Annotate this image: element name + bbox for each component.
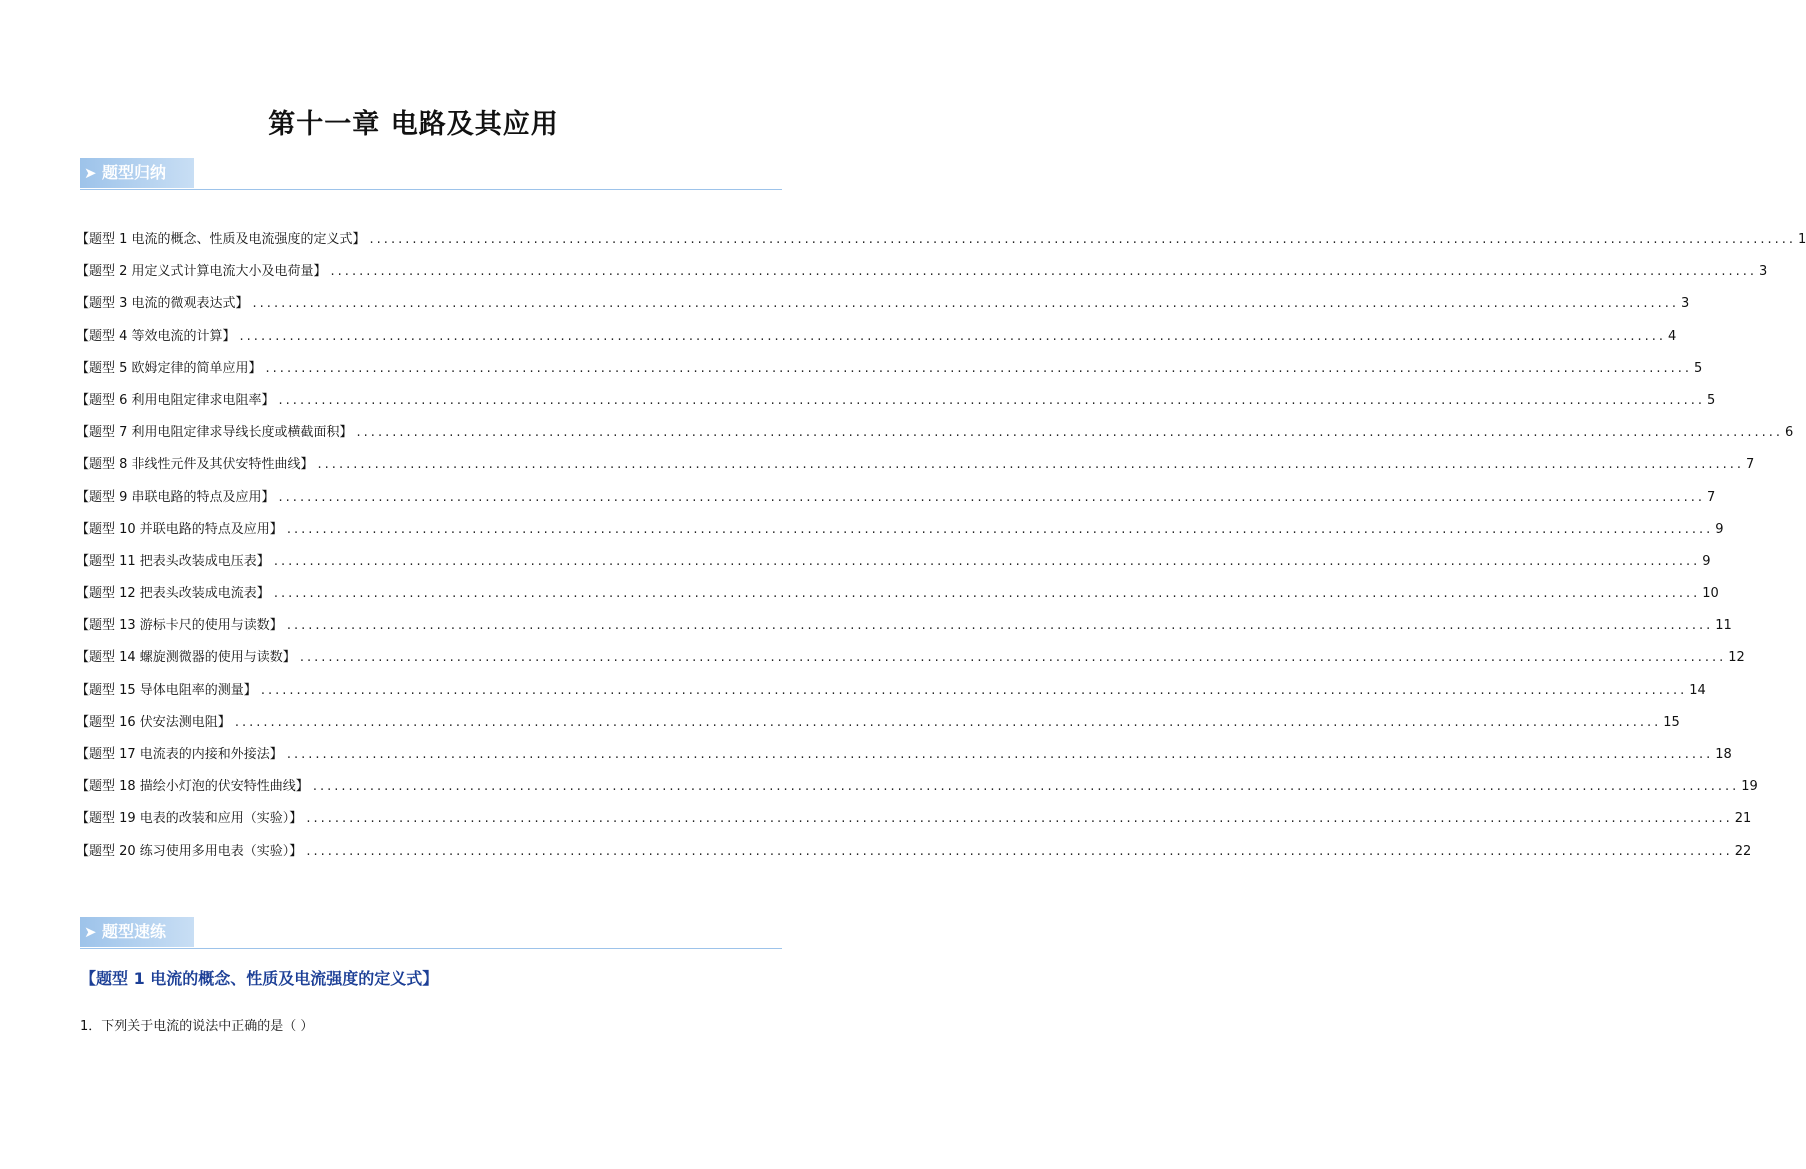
question-text: 1．下列关于电流的说法中正确的是（ ）: [80, 1019, 314, 1034]
section-divider: [80, 948, 782, 949]
toc-entry-label: 【题型 3 电流的微观表达式】: [76, 296, 249, 312]
toc-page-number: 3: [1681, 296, 1690, 312]
toc-entry-label: 【题型 15 导体电阻率的测量】: [76, 682, 257, 698]
toc-leader-dots: ........................................................................................................................................................................................................: [356, 425, 1784, 441]
toc-leader-dots: ........................................................................................................................................................................................................: [273, 553, 1701, 569]
toc-entry-label: 【题型 13 游标卡尺的使用与读数】: [76, 618, 283, 634]
toc-leader-dots: ........................................................................................................................................................................................................: [278, 392, 1706, 408]
toc-entry[interactable]: [76, 486, 1716, 518]
toc-page-number: 19: [1741, 779, 1758, 795]
toc-entry[interactable]: [76, 228, 1806, 260]
toc-entry-label: 【题型 5 欧姆定律的简单应用】: [76, 360, 262, 376]
section-label: 题型速练: [102, 922, 167, 941]
toc-entry-label: 【题型 1 电流的概念、性质及电流强度的定义式】: [76, 232, 366, 247]
toc-entry[interactable]: [76, 325, 1677, 357]
toc-entry-label: 【题型 7 利用电阻定律求导线长度或横截面积】: [76, 425, 353, 441]
toc-entry[interactable]: [76, 389, 1716, 421]
toc-leader-dots: ........................................................................................................................................................................................................: [278, 489, 1706, 505]
toc-leader-dots: ........................................................................................................................................................................................................: [265, 360, 1693, 376]
toc-entry-label: 【题型 20 练习使用多用电表（实验）】: [76, 843, 303, 859]
toc-entry-label: 【题型 17 电流表的内接和外接法】: [76, 747, 283, 762]
toc-entry[interactable]: [76, 646, 1745, 678]
toc-page-number: 22: [1734, 843, 1752, 859]
toc-entry[interactable]: [76, 840, 1752, 872]
toc-leader-dots: ........................................................................................................................................................................................................: [306, 811, 1733, 827]
toc-leader-dots: ........................................................................................................................................................................................................: [252, 296, 1680, 312]
question-type-heading: 【题型 1 电流的概念、性质及电流强度的定义式】: [80, 969, 439, 988]
toc-entry[interactable]: [76, 292, 1690, 324]
toc-leader-dots: ........................................................................................................................................................................................................: [317, 457, 1745, 473]
toc-page-number: 10: [1702, 586, 1719, 602]
toc-entry-label: 【题型 10 并联电路的特点及应用】: [76, 521, 283, 537]
toc-leader-dots: ........................................................................................................................................................................................................: [330, 264, 1758, 280]
toc-entry[interactable]: [76, 614, 1732, 646]
toc-page-number: 14: [1689, 682, 1706, 698]
chapter-title: 第十一章 电路及其应用: [268, 109, 559, 140]
toc-entry[interactable]: [76, 775, 1758, 807]
table-of-contents: [76, 228, 1806, 872]
toc-page-number: 7: [1707, 489, 1716, 505]
toc-leader-dots: ........................................................................................................................................................................................................: [273, 586, 1701, 602]
toc-entry-label: 【题型 2 用定义式计算电流大小及电荷量】: [76, 264, 327, 280]
toc-entry-label: 【题型 18 描绘小灯泡的伏安特性曲线】: [76, 779, 309, 795]
toc-page-number: 18: [1715, 747, 1732, 762]
toc-entry[interactable]: [76, 421, 1794, 453]
toc-entry-label: 【题型 19 电表的改装和应用（实验）】: [76, 811, 303, 827]
toc-page-number: 21: [1734, 811, 1752, 827]
toc-leader-dots: ........................................................................................................................................................................................................: [286, 618, 1714, 634]
toc-page-number: 3: [1759, 264, 1768, 280]
toc-entry[interactable]: [76, 550, 1711, 582]
toc-entry-label: 【题型 14 螺旋测微器的使用与读数】: [76, 650, 296, 666]
toc-page-number: 5: [1707, 392, 1716, 408]
toc-entry-label: 【题型 9 串联电路的特点及应用】: [76, 489, 275, 505]
section-tag: [80, 158, 194, 188]
toc-entry-label: 【题型 16 伏安法测电阻】: [76, 714, 231, 730]
toc-leader-dots: ........................................................................................................................................................................................................: [286, 521, 1714, 537]
toc-entry[interactable]: [76, 518, 1724, 550]
toc-leader-dots: ........................................................................................................................................................................................................: [369, 232, 1797, 247]
toc-page-number: 15: [1663, 714, 1680, 730]
toc-entry[interactable]: [76, 807, 1752, 839]
toc-leader-dots: ........................................................................................................................................................................................................: [234, 714, 1662, 730]
section-tag: [80, 917, 194, 947]
toc-entry-label: 【题型 6 利用电阻定律求电阻率】: [76, 392, 275, 408]
toc-leader-dots: ........................................................................................................................................................................................................: [286, 747, 1714, 762]
toc-page-number: 4: [1668, 328, 1677, 344]
toc-entry[interactable]: [76, 582, 1719, 614]
toc-entry-label: 【题型 12 把表头改装成电流表】: [76, 586, 270, 602]
toc-page-number: 5: [1694, 360, 1703, 376]
toc-page-number: 6: [1785, 425, 1794, 441]
toc-page-number: 12: [1728, 650, 1745, 666]
section-divider: [80, 189, 782, 190]
toc-page-number: 9: [1715, 521, 1724, 537]
section-banner-practice: [80, 917, 782, 949]
toc-entry[interactable]: [76, 743, 1732, 775]
toc-entry[interactable]: [76, 260, 1768, 292]
arrow-icon: ➤: [84, 164, 97, 182]
toc-entry[interactable]: [76, 453, 1755, 485]
toc-entry[interactable]: [76, 711, 1680, 743]
toc-leader-dots: ........................................................................................................................................................................................................: [260, 682, 1688, 698]
toc-page-number: 9: [1702, 553, 1711, 569]
toc-entry-label: 【题型 11 把表头改装成电压表】: [76, 553, 270, 569]
section-label: 题型归纳: [102, 163, 167, 182]
arrow-icon: ➤: [84, 923, 97, 941]
toc-entry-label: 【题型 8 非线性元件及其伏安特性曲线】: [76, 457, 314, 473]
toc-entry[interactable]: [76, 357, 1703, 389]
toc-leader-dots: ........................................................................................................................................................................................................: [312, 779, 1740, 795]
toc-page-number: 7: [1746, 457, 1755, 473]
section-banner-summary: [80, 158, 782, 190]
toc-page-number: 1: [1798, 232, 1806, 247]
toc-entry-label: 【题型 4 等效电流的计算】: [76, 328, 236, 344]
toc-leader-dots: ........................................................................................................................................................................................................: [299, 650, 1727, 666]
toc-page-number: 11: [1715, 618, 1732, 634]
toc-leader-dots: ........................................................................................................................................................................................................: [239, 328, 1667, 344]
toc-leader-dots: ........................................................................................................................................................................................................: [306, 843, 1733, 859]
toc-entry[interactable]: [76, 679, 1706, 711]
